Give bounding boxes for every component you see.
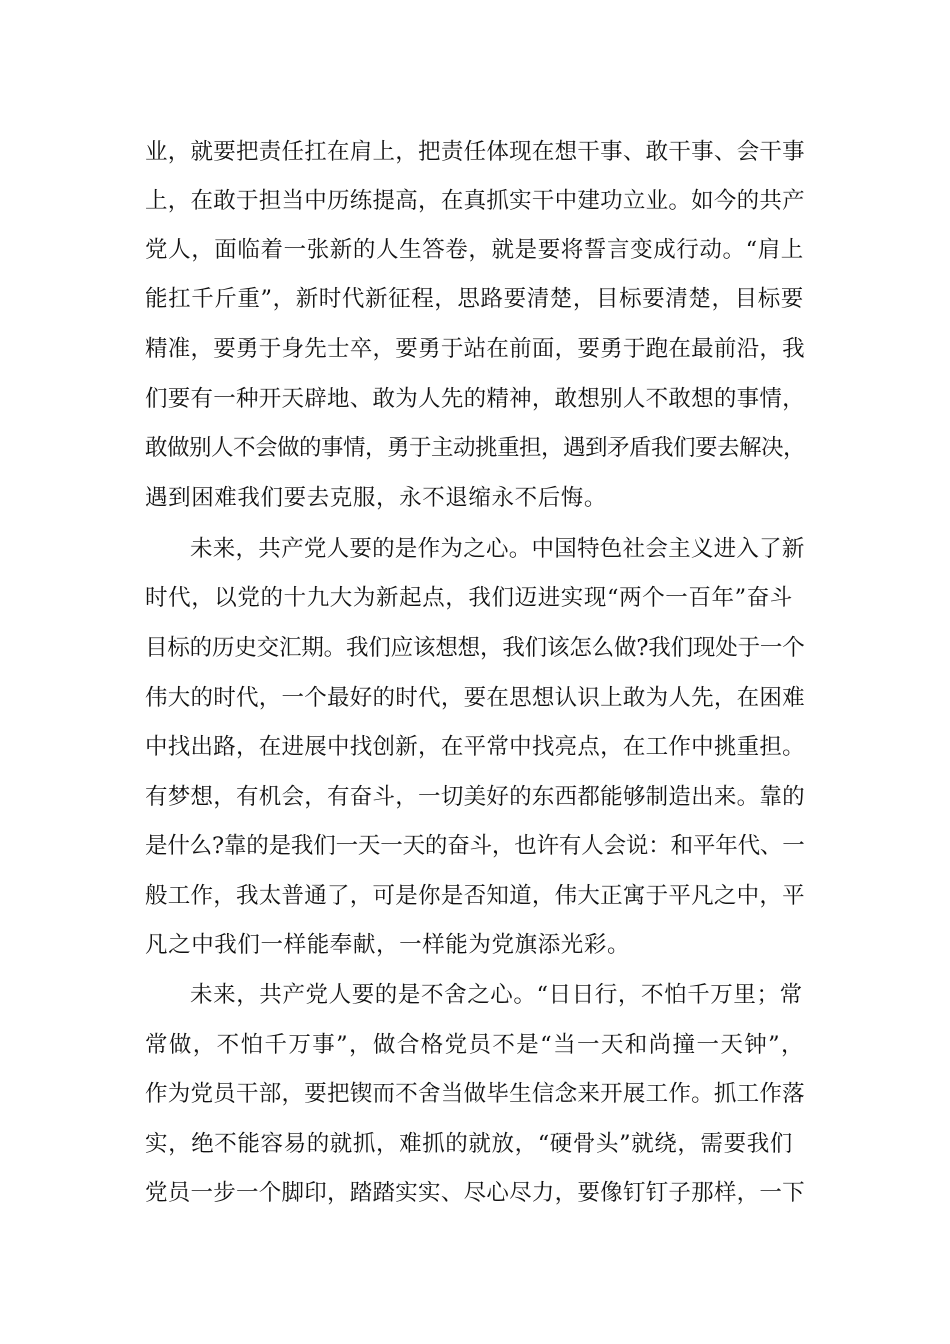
text-line: 中找出路，在进展中找创新，在平常中找亮点，在工作中挑重担。 bbox=[145, 734, 805, 760]
text-line: 作为党员干部，要把锲而不舍当做毕生信念来开展工作。抓工作落 bbox=[145, 1081, 805, 1107]
text-line: 时代，以党的十九大为新起点，我们迈进实现“两个一百年”奋斗 bbox=[145, 585, 793, 611]
text-line: 目标的历史交汇期。我们应该想想，我们该怎么做?我们现处于一个 bbox=[145, 635, 805, 661]
text-line: 实，绝不能容易的就抓，难抓的就放，“硬骨头”就绕，需要我们 bbox=[145, 1131, 793, 1157]
text-line: 党员一步一个脚印，踏踏实实、尽心尽力，要像钉钉子那样，一下 bbox=[145, 1180, 805, 1206]
text-line: 精准，要勇于身先士卒，要勇于站在前面，要勇于跑在最前沿，我 bbox=[145, 336, 805, 362]
paragraph-first-line: 未来，共产党人要的是作为之心。中国特色社会主义进入了新 bbox=[190, 536, 805, 562]
text-line: 敢做别人不会做的事情，勇于主动挑重担，遇到矛盾我们要去解决， bbox=[145, 435, 806, 461]
text-line: 有梦想，有机会，有奋斗，一切美好的东西都能够制造出来。靠的 bbox=[145, 784, 805, 810]
text-line: 伟大的时代，一个最好的时代，要在思想认识上敢为人先，在困难 bbox=[145, 685, 805, 711]
text-line: 们要有一种开天辟地、敢为人先的精神，敢想别人不敢想的事情， bbox=[145, 386, 805, 412]
paragraph-first-line: 未来，共产党人要的是不舍之心。“日日行，不怕千万里；常 bbox=[190, 982, 803, 1008]
text-line: 凡之中我们一样能奉献，一样能为党旗添光彩。 bbox=[145, 932, 631, 958]
text-line: 能扛千斤重”，新时代新征程，思路要清楚，目标要清楚，目标要 bbox=[145, 286, 804, 312]
text-line: 般工作，我太普通了，可是你是否知道，伟大正寓于平凡之中，平 bbox=[145, 883, 805, 909]
text-line: 上，在敢于担当中历练提高，在真抓实干中建功立业。如今的共产 bbox=[145, 188, 805, 214]
text-line: 党人，面临着一张新的人生答卷，就是要将誓言变成行动。“肩上 bbox=[145, 237, 804, 263]
text-line: 常做，不怕千万事”，做合格党员不是“当一天和尚撞一天钟”， bbox=[145, 1032, 805, 1058]
text-line: 遇到困难我们要去克服，永不退缩永不后悔。 bbox=[145, 485, 608, 511]
text-line: 业，就要把责任扛在肩上，把责任体现在想干事、敢干事、会干事 bbox=[145, 139, 805, 165]
text-line: 是什么?靠的是我们一天一天的奋斗，也许有人会说：和平年代、一 bbox=[145, 833, 805, 859]
